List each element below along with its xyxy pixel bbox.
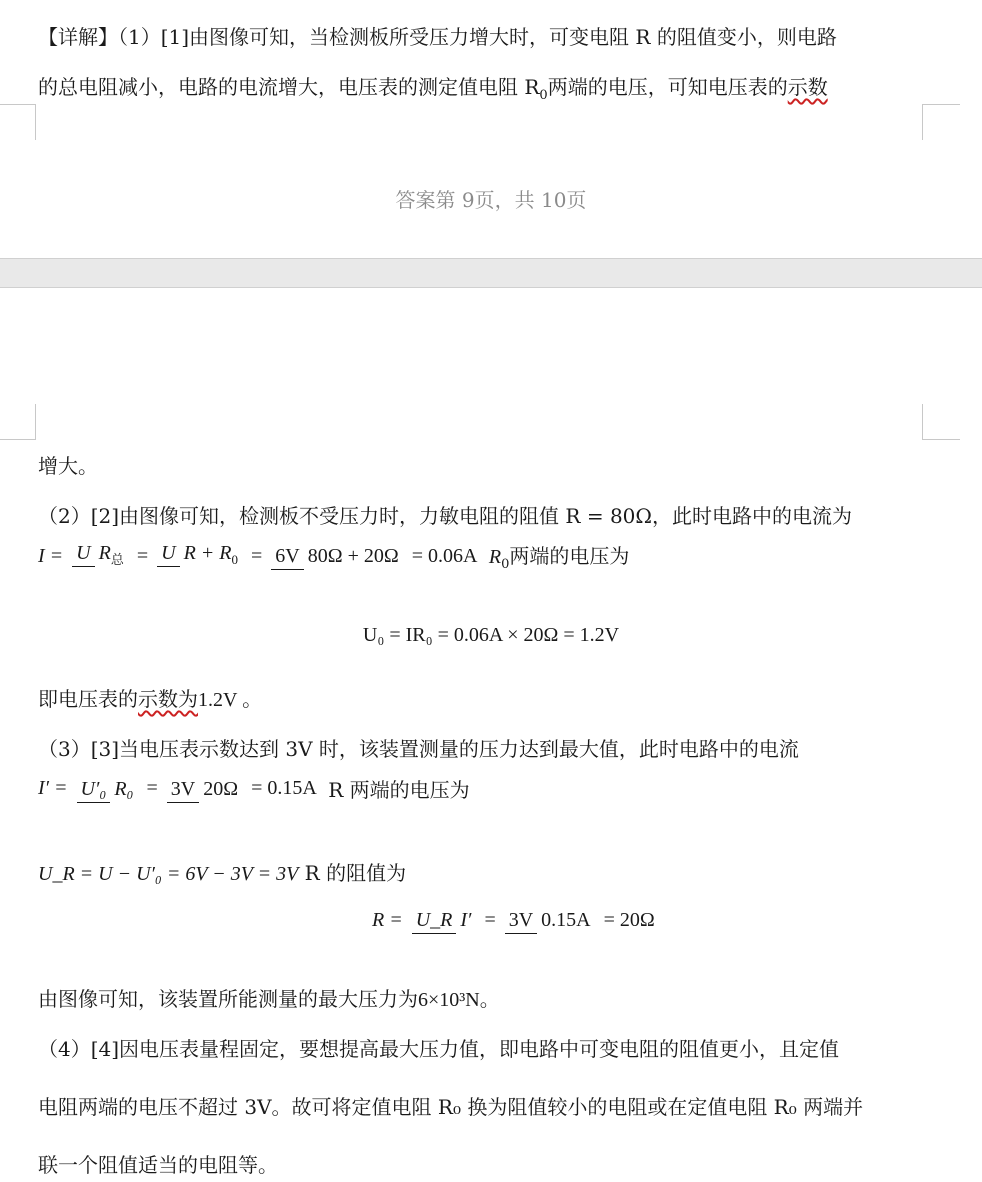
equation-current: I = U $R_总 = U$ $R + R_0 = 6V$ 80Ω + 20Ω = 0.06A $R_0$两端的电压为 [38,541,630,572]
spellcheck-underline: 示数 [787,75,828,99]
line-increase: 增大。 [38,454,98,478]
spellcheck-underline: 示数为 [138,687,198,711]
line-part4-3: 联一个阻值适当的电阻等。 [38,1153,278,1177]
line-part4-2: 电阻两端的电压不超过 3V。故可将定值电阻 R₀ 换为阻值较小的电阻或在定值电阻 R₀ 两端并 [38,1095,864,1119]
equation-u0: U₀ = IR₀ = 0.06A × 20Ω = 1.2V [362,624,620,646]
page-10-top [0,288,982,1182]
line-max-force: 由图像可知，该装置所能测量的最大压力为6×10³N。 [38,987,500,1011]
margin-corner-tr [922,404,960,440]
equation-r: R = U_R I′ = 3V 0.15A = 20Ω [372,908,655,932]
page-9-bottom [0,0,982,258]
line-reading: 即电压表的示数为1.2V 。 [38,687,263,711]
equation-ur: U_R = U − U′₀ = 6V − 3V = 3V R 的阻值为 [38,861,407,885]
equation-current-max: I′ = U′₀ R₀ = 3V 20Ω = 0.15A R 两端的电压为 [38,777,470,802]
page-footer: 答案第 9页，共 10页 [395,188,587,212]
line-part2: （2）[2]由图像可知，检测板不受压力时，力敏电阻的阻值 R = 80Ω，此时电路中的电流为 [38,504,852,528]
para1-line2: 的总电阻减小，电路的电流增大，电压表的测定值电阻 $R_0$两端的电压，可知电压表的示数 [38,75,828,103]
page-gap [0,258,982,288]
margin-corner-br [922,104,960,140]
line-part3: （3）[3]当电压表示数达到 3V 时，该装置测量的压力达到最大值，此时电路中的电流 [38,737,799,761]
margin-corner-tl [0,404,36,440]
line-part4-1: （4）[4]因电压表量程固定，要想提高最大压力值，即电路中可变电阻的阻值更小，且定值 [38,1037,840,1061]
margin-corner-bl [0,104,36,140]
para1-line1: 【详解】（1）[1]由图像可知，当检测板所受压力增大时，可变电阻 R 的阻值变小，则电路 [38,25,837,49]
